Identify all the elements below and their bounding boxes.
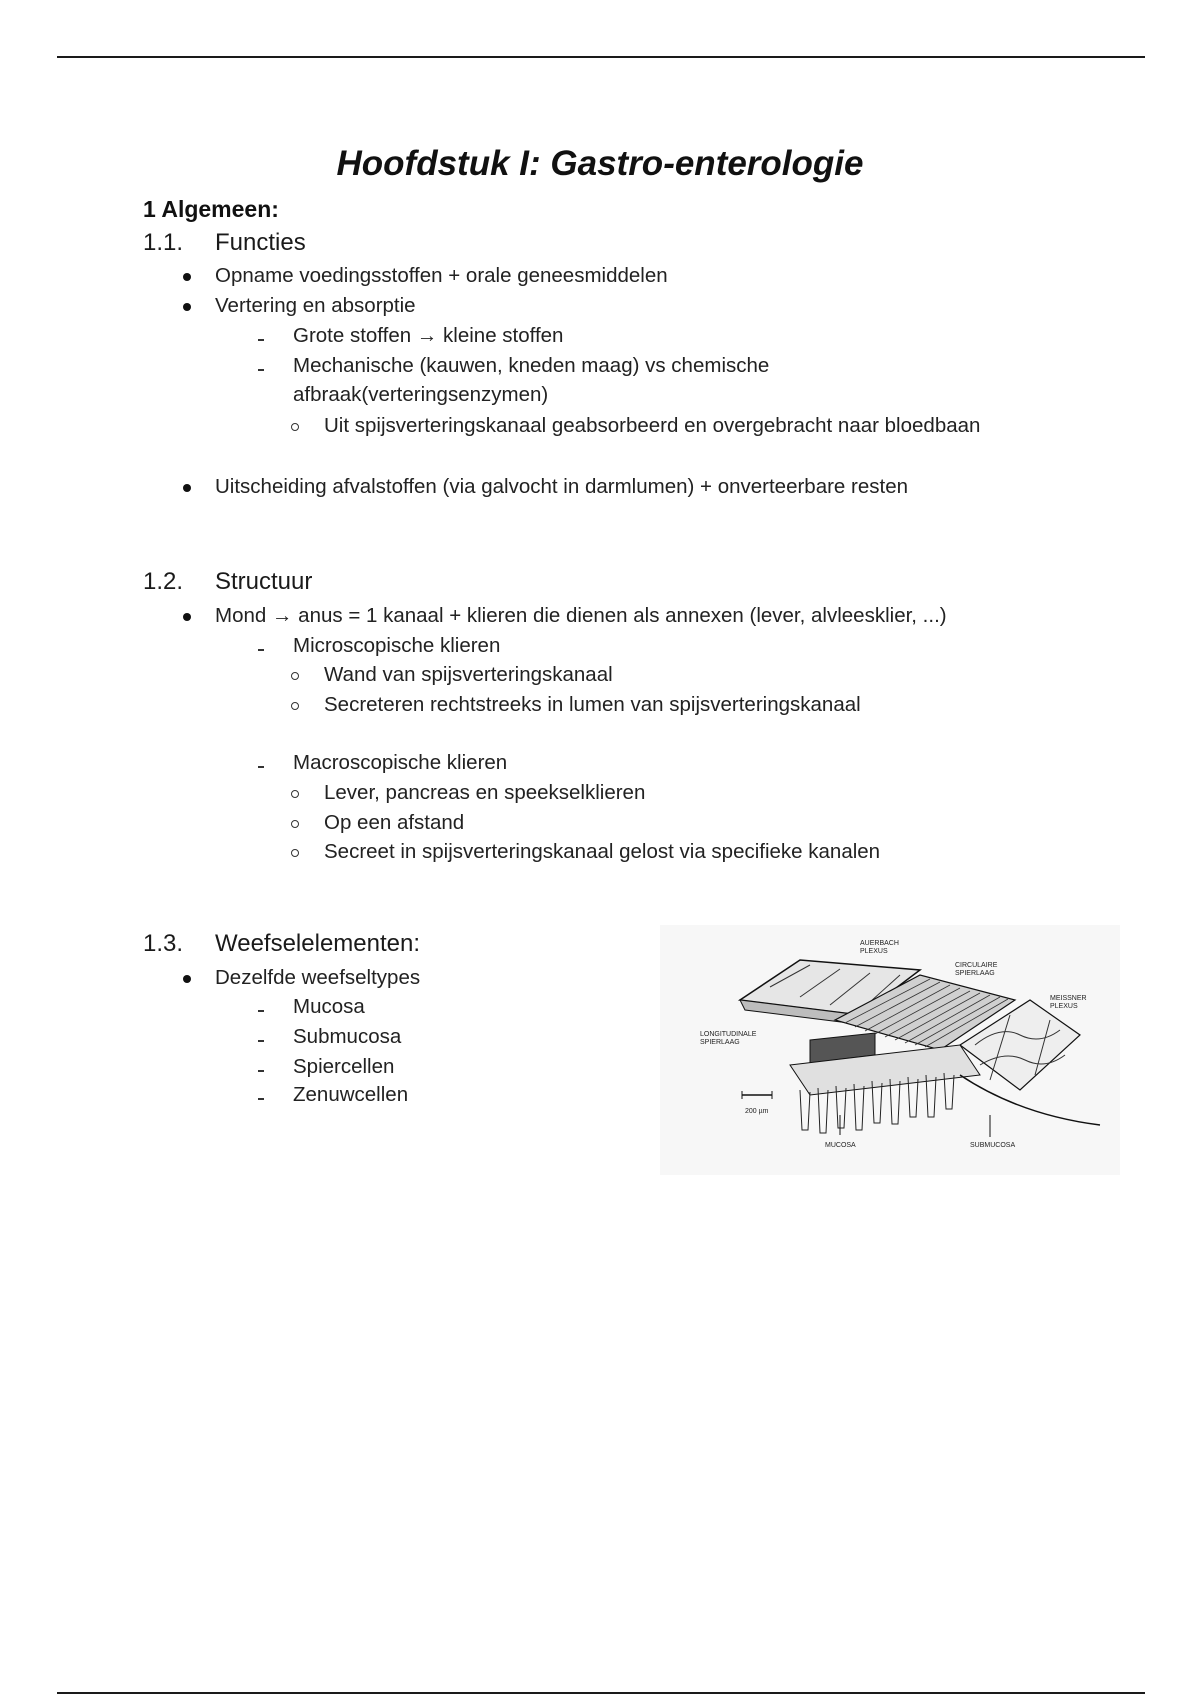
heading-algemeen: 1 Algemeen: <box>143 196 279 222</box>
list-item: Mond → anus = 1 kanaal + klieren die dienen als annexen (lever, alvleesklier, ...) <box>215 604 947 627</box>
list-item: Vertering en absorptie <box>215 294 416 317</box>
section-number: 1.1. <box>143 229 184 256</box>
circle-marker <box>291 423 299 431</box>
label-mucosa: MUCOSA <box>825 1142 856 1149</box>
section-number: 1.3. <box>143 930 184 957</box>
bullet-marker <box>183 303 191 311</box>
bottom-rule <box>57 1692 1145 1694</box>
dash-marker <box>258 339 264 341</box>
label-auerbach: AUERBACH <box>860 940 899 947</box>
section-title: Weefselelementen: <box>215 930 421 957</box>
list-item: Mechanische (kauwen, kneden maag) vs chemische <box>293 354 770 377</box>
list-item: Opname voedingsstoffen + orale geneesmiddelen <box>215 264 668 287</box>
list-item: Macroscopische klieren <box>293 751 508 774</box>
list-item: Secreteren rechtstreeks in lumen van spijsverteringskanaal <box>324 693 861 716</box>
circle-marker <box>291 790 299 798</box>
label-circulaire: CIRCULAIRE <box>955 962 998 969</box>
list-item: Lever, pancreas en speekselklieren <box>324 781 646 804</box>
dash-marker <box>258 1070 264 1072</box>
bullet-marker <box>183 975 191 983</box>
list-item: Secreet in spijsverteringskanaal gelost via specifieke kanalen <box>324 840 881 863</box>
circle-marker <box>291 702 299 710</box>
list-item-continued: afbraak(verteringsenzymen) <box>293 383 549 406</box>
section-title: Structuur <box>215 568 313 595</box>
gut-wall-figure <box>660 925 1120 1175</box>
list-item: Spiercellen <box>293 1055 395 1078</box>
list-item: Zenuwcellen <box>293 1083 409 1106</box>
label-longitudinale-spierlaag: SPIERLAAG <box>700 1039 740 1046</box>
dash-marker <box>258 649 264 651</box>
dash-marker <box>258 1040 264 1042</box>
label-scale: 200 µm <box>745 1108 769 1115</box>
section-title: Functies <box>215 229 306 256</box>
circle-marker <box>291 849 299 857</box>
list-item: Mucosa <box>293 995 365 1018</box>
list-item: Grote stoffen → kleine stoffen <box>293 324 564 347</box>
label-circulaire-spierlaag: SPIERLAAG <box>955 970 995 977</box>
label-submucosa: SUBMUCOSA <box>970 1142 1016 1149</box>
list-item: Dezelfde weefseltypes <box>215 966 421 989</box>
list-item: Wand van spijsverteringskanaal <box>324 663 613 686</box>
bullet-marker <box>183 613 191 621</box>
list-item: Uitscheiding afvalstoffen (via galvocht in darmlumen) + onverteerbare resten <box>215 475 908 498</box>
circle-marker <box>291 672 299 680</box>
section-1-3-heading <box>143 930 420 958</box>
section-1-2-heading <box>143 568 312 596</box>
label-longitudinale: LONGITUDINALE <box>700 1031 757 1038</box>
list-item: Submucosa <box>293 1025 402 1048</box>
label-meissner-plexus: PLEXUS <box>1050 1003 1078 1010</box>
list-item: Uit spijsverteringskanaal geabsorbeerd en overgebracht naar bloedbaan <box>324 414 981 437</box>
list-item: Microscopische klieren <box>293 634 501 657</box>
dash-marker <box>258 766 264 768</box>
top-rule <box>57 56 1145 58</box>
bullet-marker <box>183 273 191 281</box>
page-title: Hoofdstuk I: Gastro-enterologie <box>336 144 864 183</box>
label-meissner: MEISSNER <box>1050 995 1087 1002</box>
dash-marker <box>258 369 264 371</box>
dash-marker <box>258 1010 264 1012</box>
section-number: 1.2. <box>143 568 184 595</box>
dash-marker <box>258 1098 264 1100</box>
section-1-1-heading <box>143 229 306 257</box>
gut-wall-illustration <box>660 925 1120 1175</box>
bullet-marker <box>183 484 191 492</box>
circle-marker <box>291 820 299 828</box>
label-auerbach-plexus: PLEXUS <box>860 948 888 955</box>
list-item: Op een afstand <box>324 811 465 834</box>
